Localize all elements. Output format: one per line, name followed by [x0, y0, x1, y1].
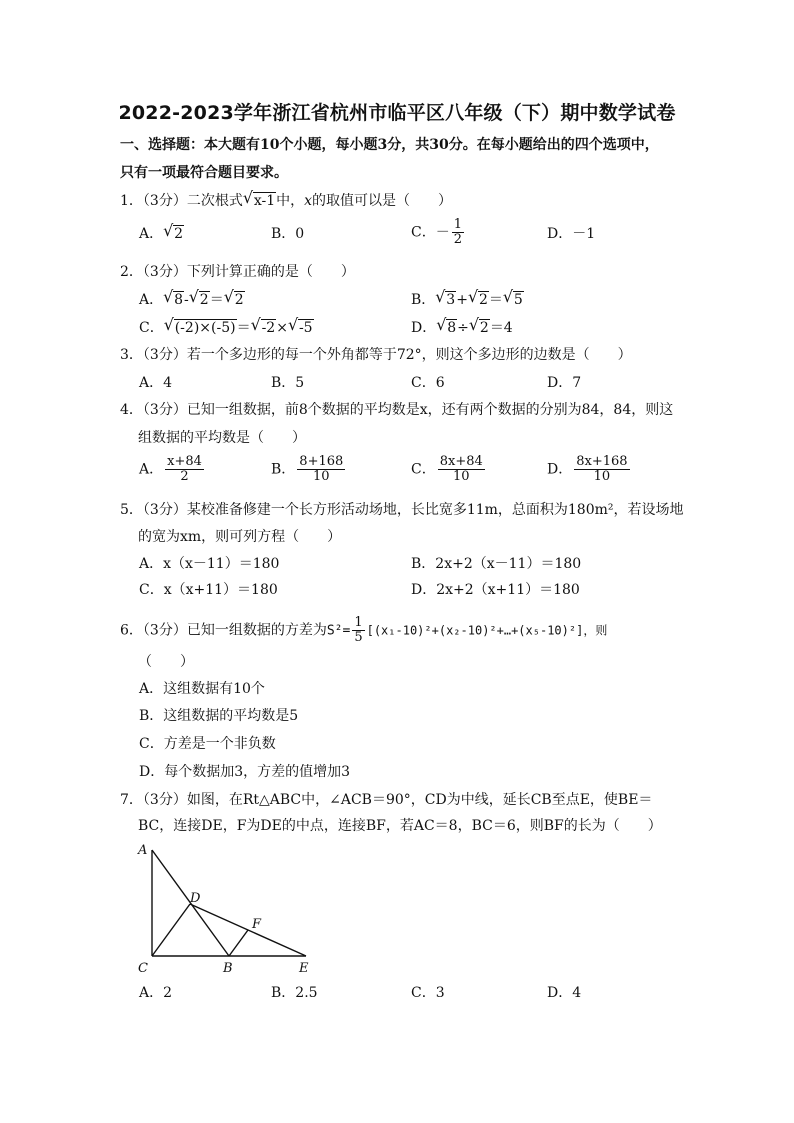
q2-b-rad3 [504, 290, 524, 310]
q2-a-label: A． [139, 292, 164, 308]
q1-suffix2: 的取值可以是（ ） [312, 193, 453, 209]
q6-s2: S²= [326, 623, 351, 639]
q2-b-rad2 [469, 290, 489, 310]
q2-b-label: B． [411, 292, 436, 308]
label-f: F [252, 917, 262, 932]
question-7-stem-2: BC，连接DE，F为DE的中点，连接BF，若AC＝8，BC＝6，则BF的长为（ ） [138, 818, 662, 834]
q4-c-num: 8x+84 [439, 454, 483, 469]
question-7-stem-1: 7．（3分）如图，在Rt△ABC中，∠ACB＝90°，CD为中线，延长CB至点E，使BE＝ [120, 792, 653, 808]
q4-a-num: x+84 [167, 454, 202, 469]
q1-radicand: x-1 [253, 193, 276, 209]
q4-option-a[interactable] [139, 455, 206, 484]
q1-radical [244, 191, 276, 211]
q2-a-eq: ＝ [209, 292, 224, 308]
q4-b-label: B． [271, 461, 296, 478]
q4-d-num: 8x+168 [576, 454, 628, 469]
q2-b-r2: 2 [478, 292, 488, 308]
q2-c-r3: -5 [298, 320, 313, 336]
q2-b-op: + [456, 292, 468, 308]
q1-option-b[interactable]: B．0 [271, 226, 305, 242]
q3-option-b[interactable]: B．5 [271, 375, 305, 391]
q4-c-fraction [438, 455, 485, 484]
section-heading-line1: 一、选择题：本大题有10个小题，每小题3分，共30分。在每小题给出的四个选项中， [120, 137, 659, 153]
q4-a-fraction [165, 455, 204, 484]
q4-d-fraction [574, 455, 629, 484]
segment-bf [229, 930, 248, 956]
question-4-stem-2: 组数据的平均数是（ ） [138, 430, 306, 446]
q2-d-op: ÷ [457, 320, 469, 336]
q2-d-r2: 2 [479, 320, 489, 336]
q2-a-rad1 [164, 290, 184, 310]
q2-a-op: - [184, 292, 189, 308]
q5-option-b[interactable]: B．2x+2（x－11）＝180 [411, 556, 582, 572]
q5-option-a[interactable]: A．x（x－11）＝180 [139, 556, 280, 572]
q6-prefix: 6．（3分）已知一组数据的方差为 [120, 622, 327, 639]
question-1-stem [120, 191, 452, 211]
q7-option-c[interactable]: C．3 [411, 985, 445, 1001]
q2-b-rad1 [436, 290, 456, 310]
q3-option-d[interactable]: D．7 [547, 375, 582, 391]
q2-option-b[interactable] [411, 290, 524, 310]
q2-c-label: C． [139, 320, 164, 336]
q2-a-rad3 [225, 290, 245, 310]
triangle-figure [134, 838, 324, 978]
q1-a-rad: 2 [174, 226, 184, 242]
q7-option-a[interactable]: A．2 [139, 985, 173, 1001]
q3-option-a[interactable]: A．4 [139, 375, 173, 391]
q2-d-rad1 [437, 318, 457, 338]
q2-option-d[interactable] [411, 318, 513, 338]
q4-option-b[interactable] [271, 455, 347, 484]
q1-var: x [304, 193, 313, 209]
q1-option-a[interactable] [139, 224, 184, 244]
q2-a-r3: 2 [234, 292, 244, 308]
q2-d-label: D． [411, 320, 437, 336]
q1-suffix1: 中， [276, 193, 305, 209]
q7-option-d[interactable]: D．4 [547, 985, 582, 1001]
q1-option-d[interactable]: D．－1 [547, 226, 596, 242]
q1-c-num: 1 [453, 217, 462, 232]
q6-expr: [(x₁-10)²+(x₂-10)²+…+(x₅-10)²]，则 [366, 623, 608, 638]
q1-c-label: C．－ [411, 224, 450, 241]
q6-option-b[interactable]: B．这组数据的平均数是5 [139, 708, 299, 724]
q4-c-label: C． [411, 461, 436, 478]
q6-f-num: 1 [354, 615, 363, 630]
q4-b-den: 10 [313, 469, 330, 484]
q2-b-r1: 3 [446, 292, 456, 308]
q5-option-d[interactable]: D．2x+2（x+11）＝180 [411, 582, 580, 598]
q2-c-r1: (-2)×(-5) [174, 320, 236, 336]
q5-option-c[interactable]: C．x（x+11）＝180 [139, 582, 278, 598]
q2-d-rad2 [470, 318, 490, 338]
q2-a-r2: 2 [199, 292, 209, 308]
q2-c-op: × [276, 320, 288, 336]
page-title: 2022-2023学年浙江省杭州市临平区八年级（下）期中数学试卷 [118, 102, 676, 124]
q4-b-num: 8+168 [299, 454, 344, 469]
question-6-stem [120, 616, 607, 645]
q2-c-eq: ＝ [236, 320, 251, 336]
label-d: D [190, 891, 201, 906]
q6-option-a[interactable]: A．这组数据有10个 [139, 681, 265, 697]
q6-option-c[interactable]: C．方差是一个非负数 [139, 736, 276, 752]
q2-c-rad3 [289, 318, 314, 338]
q4-d-den: 10 [593, 469, 611, 484]
section-heading [120, 131, 680, 187]
section-heading-line2: 只有一项最符合题目要求。 [120, 165, 288, 181]
q1-a-radical [164, 224, 184, 244]
question-3-stem: 3．（3分）若一个多边形的每一个外角都等于72°，则这个多边形的边数是（ ） [120, 347, 632, 363]
q6-f-den: 5 [354, 630, 363, 645]
q2-c-rad2 [252, 318, 277, 338]
q4-d-label: D． [547, 461, 573, 478]
q1-c-den: 2 [453, 232, 462, 247]
q1-option-c[interactable] [411, 218, 466, 247]
q2-option-c[interactable] [139, 318, 314, 338]
q1-a-label: A． [139, 226, 164, 242]
question-6-paren: （ ） [138, 654, 194, 670]
segment-cd [152, 904, 190, 956]
question-5-stem-1: 5．（3分）某校准备修建一个长方形活动场地，长比宽多11m，总面积为180m²，若设场地 [120, 502, 684, 518]
label-b: B [223, 961, 233, 976]
q4-a-label: A． [139, 461, 164, 478]
q6-option-d[interactable]: D．每个数据加3，方差的值增加3 [139, 764, 351, 780]
q4-b-fraction [297, 455, 345, 484]
label-a: A [138, 843, 148, 858]
question-5-stem-2: 的宽为xm，则可列方程（ ） [138, 529, 342, 545]
question-4-stem-1: 4．（3分）已知一组数据，前8个数据的平均数是x，还有两个数据的分别为84，84，则这 [120, 402, 674, 418]
q7-option-b[interactable]: B．2.5 [271, 985, 318, 1001]
q3-option-c[interactable]: C．6 [411, 375, 445, 391]
q4-a-den: 2 [180, 469, 189, 484]
q2-d-r1: 8 [447, 320, 457, 336]
q2-b-eq: ＝ [488, 292, 503, 308]
q2-b-r3: 5 [513, 292, 523, 308]
label-e: E [299, 961, 309, 976]
q1-c-fraction [452, 218, 464, 247]
q2-option-a[interactable] [139, 290, 245, 310]
q1-prefix: 1．（3分）二次根式 [120, 193, 243, 209]
q2-a-r1: 8 [174, 292, 184, 308]
q4-c-den: 10 [452, 469, 470, 484]
q6-fraction [352, 616, 364, 645]
question-2-stem: 2．（3分）下列计算正确的是（ ） [120, 264, 355, 280]
q2-c-r2: -2 [261, 320, 276, 336]
q4-option-c[interactable] [411, 455, 487, 484]
q4-option-d[interactable] [547, 455, 632, 484]
label-c: C [138, 961, 148, 976]
q2-a-rad2 [190, 290, 210, 310]
q2-c-rad1 [165, 318, 237, 338]
q2-d-eq: ＝4 [489, 320, 513, 336]
